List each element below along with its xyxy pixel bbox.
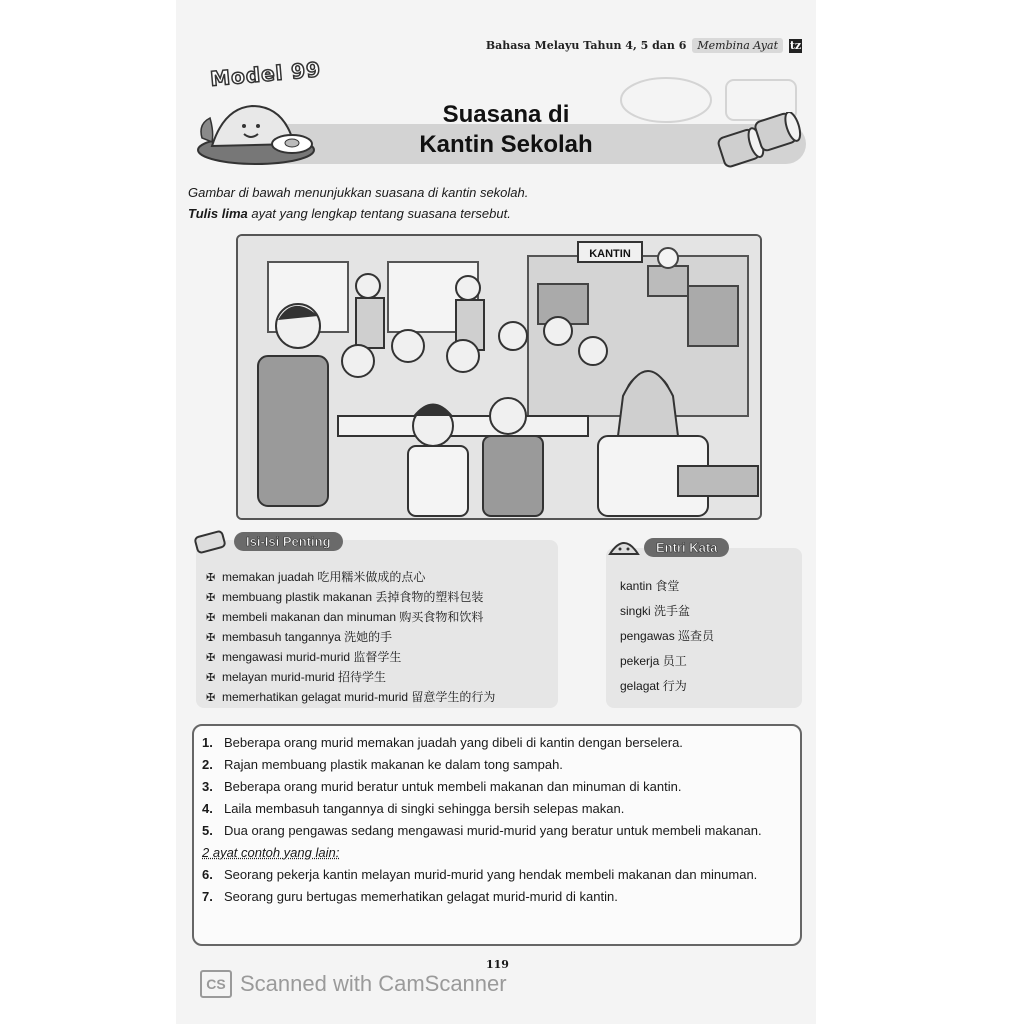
page-number: 119: [486, 958, 509, 971]
rice-dish-icon: [194, 88, 324, 168]
rolls-icon: [716, 112, 806, 172]
watermark-text: Scanned with CamScanner: [240, 971, 507, 996]
answer-item: 6. Seorang pekerja kantin melayan murid-murid yang hendak membeli makanan dan minuman.: [202, 867, 758, 882]
entri-kata-list: [620, 574, 714, 699]
workbook-page: [176, 0, 816, 1024]
answer-item: 5. Dua orang pengawas sedang mengawasi murid-murid yang beratur untuk membeli makanan.: [202, 823, 762, 838]
answer-item: 7. Seorang guru bertugas memerhatikan gelagat murid-murid di kantin.: [202, 889, 618, 904]
list-item: ✠ melayan murid-murid 招待学生: [206, 670, 387, 684]
answer-item: 3. Beberapa orang murid beratur untuk membeli makanan dan minuman di kantin.: [202, 779, 682, 794]
instruction-line-2: [188, 203, 788, 224]
extra-examples-note: 2 ayat contoh yang lain:: [202, 845, 340, 860]
list-item: ✠ mengawasi murid-murid 监督学生: [206, 650, 402, 664]
dumpling-icon: [606, 534, 642, 562]
answer-item: 4. Laila membasuh tangannya di singki sehingga bersih selepas makan.: [202, 801, 625, 816]
instructions: [188, 182, 788, 224]
answer-item: 2. Rajan membuang plastik makanan ke dalam tong sampah.: [202, 757, 563, 772]
list-item: kantin 食堂: [620, 579, 680, 593]
list-item: gelagat 行为: [620, 679, 687, 693]
running-header: [486, 38, 802, 53]
list-item: ✠ memerhatikan gelagat murid-murid 留意学生的行为: [206, 690, 496, 704]
camscanner-logo: CS: [200, 970, 232, 998]
list-item: ✠ membasuh tangannya 洗她的手: [206, 630, 393, 644]
instruction-rest: ayat yang lengkap tentang suasana tersebut.: [247, 206, 511, 221]
list-item: singki 洗手盆: [620, 604, 691, 618]
canteen-scene: [238, 236, 760, 518]
instruction-verb: Tulis: [188, 206, 222, 221]
entri-kata-label: Entri Kata: [644, 538, 729, 557]
answers-list: [202, 732, 788, 908]
isi-penting-list: [206, 568, 495, 708]
camscanner-watermark: [200, 970, 507, 998]
model-number: Model 99: [209, 57, 323, 91]
answer-item: 1. Beberapa orang murid memakan juadah yang dibeli di kantin dengan berselera.: [202, 735, 683, 750]
instruction-line-1: Gambar di bawah menunjukkan suasana di kantin sekolah.: [188, 185, 529, 200]
isi-penting-label: Isi-Isi Penting: [234, 532, 343, 551]
list-item: ✠ memakan juadah 吃用糯米做成的点心: [206, 570, 426, 584]
canteen-illustration: [236, 234, 762, 520]
food-icon: [190, 528, 230, 556]
title-line-2: Kantin Sekolah: [419, 131, 593, 158]
list-item: ✠ membeli makanan dan minuman 购买食物和饮料: [206, 610, 484, 624]
page-title: [376, 100, 636, 160]
list-item: pekerja 员工: [620, 654, 687, 668]
list-item: pengawas 巡查员: [620, 629, 715, 643]
book-title: Bahasa Melayu Tahun 4, 5 dan 6: [485, 39, 687, 52]
section-label: Membina Ayat: [692, 38, 783, 53]
kantin-sign-text: KANTIN: [589, 248, 631, 260]
list-item: ✠ membuang plastik makanan 丢掉食物的塑料包装: [206, 590, 484, 604]
title-line-1: Suasana di: [442, 101, 570, 128]
publisher-mark: tz: [789, 38, 802, 52]
instruction-count: lima: [221, 206, 248, 221]
